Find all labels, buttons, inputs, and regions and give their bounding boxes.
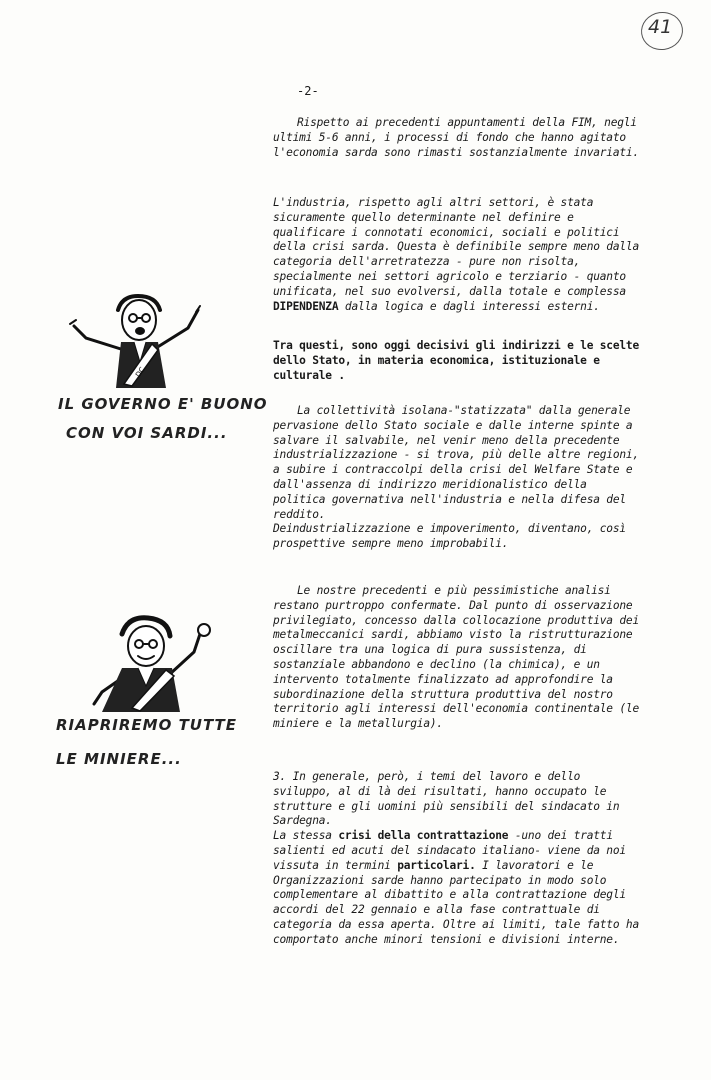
paragraph-4-text-a: La collettività isolana-"statizzata" dalla generale pervasione dello Stato sociale e dalle interne spinte a salvare il salvabile, nel venir meno della precedente industrializzazione - si trova, più delle altre regioni, a subire i contraccolpi della crisi del Welfare State e dall'assenza di indirizzo meridionalistico della politica governativa nell'industria e nella difesa del reddito. — [273, 404, 639, 521]
paragraph-3 — [273, 339, 645, 383]
paragraph-5-text: Le nostre precedenti e più pessimistiche analisi restano purtroppo confermate. Dal punto di osservazione privilegiato, concesso dalla collocazione produttiva dei metalmeccanici sardi, abbiamo visto la ristrutturazione oscillare tra una logica di pura sussistenza, di sostanziale abbandono e declino (la chimica), e un intervento totalmente finalizzato ad approfondire la subordinazione della struttura produttiva del nostro territorio agli interessi dell'economia continentale (le miniere e la metallurgia). — [273, 584, 639, 731]
cartoon-politician-open-arms — [66, 290, 216, 400]
paragraph-2-text-c: dalla logica e dagli interessi esterni. — [344, 299, 600, 313]
paragraph-6-text-b3: -uno dei tratti salienti ed acuti del sindacato italiano- viene da noi vissuta in termini — [273, 829, 626, 872]
cartoon-politician-raised-fist — [82, 612, 222, 717]
paragraph-1 — [273, 116, 645, 160]
paragraph-2-text-a: L'industria, rispetto agli altri settori, è stata sicuramente quello determinante nel definire e qualificare i connotati economici, sociali e politici della crisi sarda. Questa è definibile sempre meno dalla categoria dell'arretratezza - pure non risolta, specialmente nei settori agricolo e terziario - quanto unificata, nel suo evolversi, dalla totale e complessa — [273, 196, 639, 298]
paragraph-3-text: Tra questi, sono oggi decisivi gli indirizzi e le scelte dello Stato, in materia economica, istituzionale e culturale . — [273, 339, 639, 382]
paragraph-6-text-b1: La stessa — [273, 829, 332, 843]
paragraph-6-text-b5: I lavoratori e le Organizzazioni sarde hanno partecipato in modo solo complementare al dibattito e alla contrattazione degli accordi del 22 gennaio e alla fase contrattuale di categoria da essa aperta. Oltre ai limiti, tale fatto ha comportato anche minori tensioni e divisioni interne. — [273, 858, 639, 946]
dipendenza-emphasis: DIPENDENZA — [273, 299, 339, 313]
page-marker: -2- — [297, 84, 319, 98]
paragraph-6-text-a: 3. In generale, però, i temi del lavoro e dello sviluppo, al di là dei risultati, hanno occupato le strutture e gli uomini più sensibili del sindacato in Sardegna. — [273, 770, 620, 828]
paragraph-5 — [273, 584, 645, 732]
caption-first-line1: IL GOVERNO E' BUONO — [58, 395, 268, 413]
page-number: 41 — [648, 16, 673, 38]
caption-second-line1: RIAPRIREMO TUTTE — [56, 716, 238, 734]
paragraph-6 — [273, 770, 645, 948]
paragraph-4 — [273, 404, 645, 552]
caption-first-line2: CON VOI SARDI... — [66, 424, 228, 442]
caption-second-line2: LE MINIERE... — [56, 750, 182, 768]
paragraph-2 — [273, 196, 645, 314]
paragraph-4-text-b: Deindustrializzazione e impoverimento, diventano, così prospettive sempre meno improbabili. — [273, 522, 626, 551]
crisi-contrattazione-emphasis: crisi della contrattazione — [338, 829, 509, 843]
paragraph-1-text: Rispetto ai precedenti appuntamenti della FIM, negli ultimi 5-6 anni, i processi di fondo che hanno agitato l'economia sarda sono rimasti sostanzialmente invariati. — [273, 116, 639, 159]
sash-label: DC — [134, 365, 147, 379]
particolari-emphasis: particolari. — [397, 858, 476, 872]
